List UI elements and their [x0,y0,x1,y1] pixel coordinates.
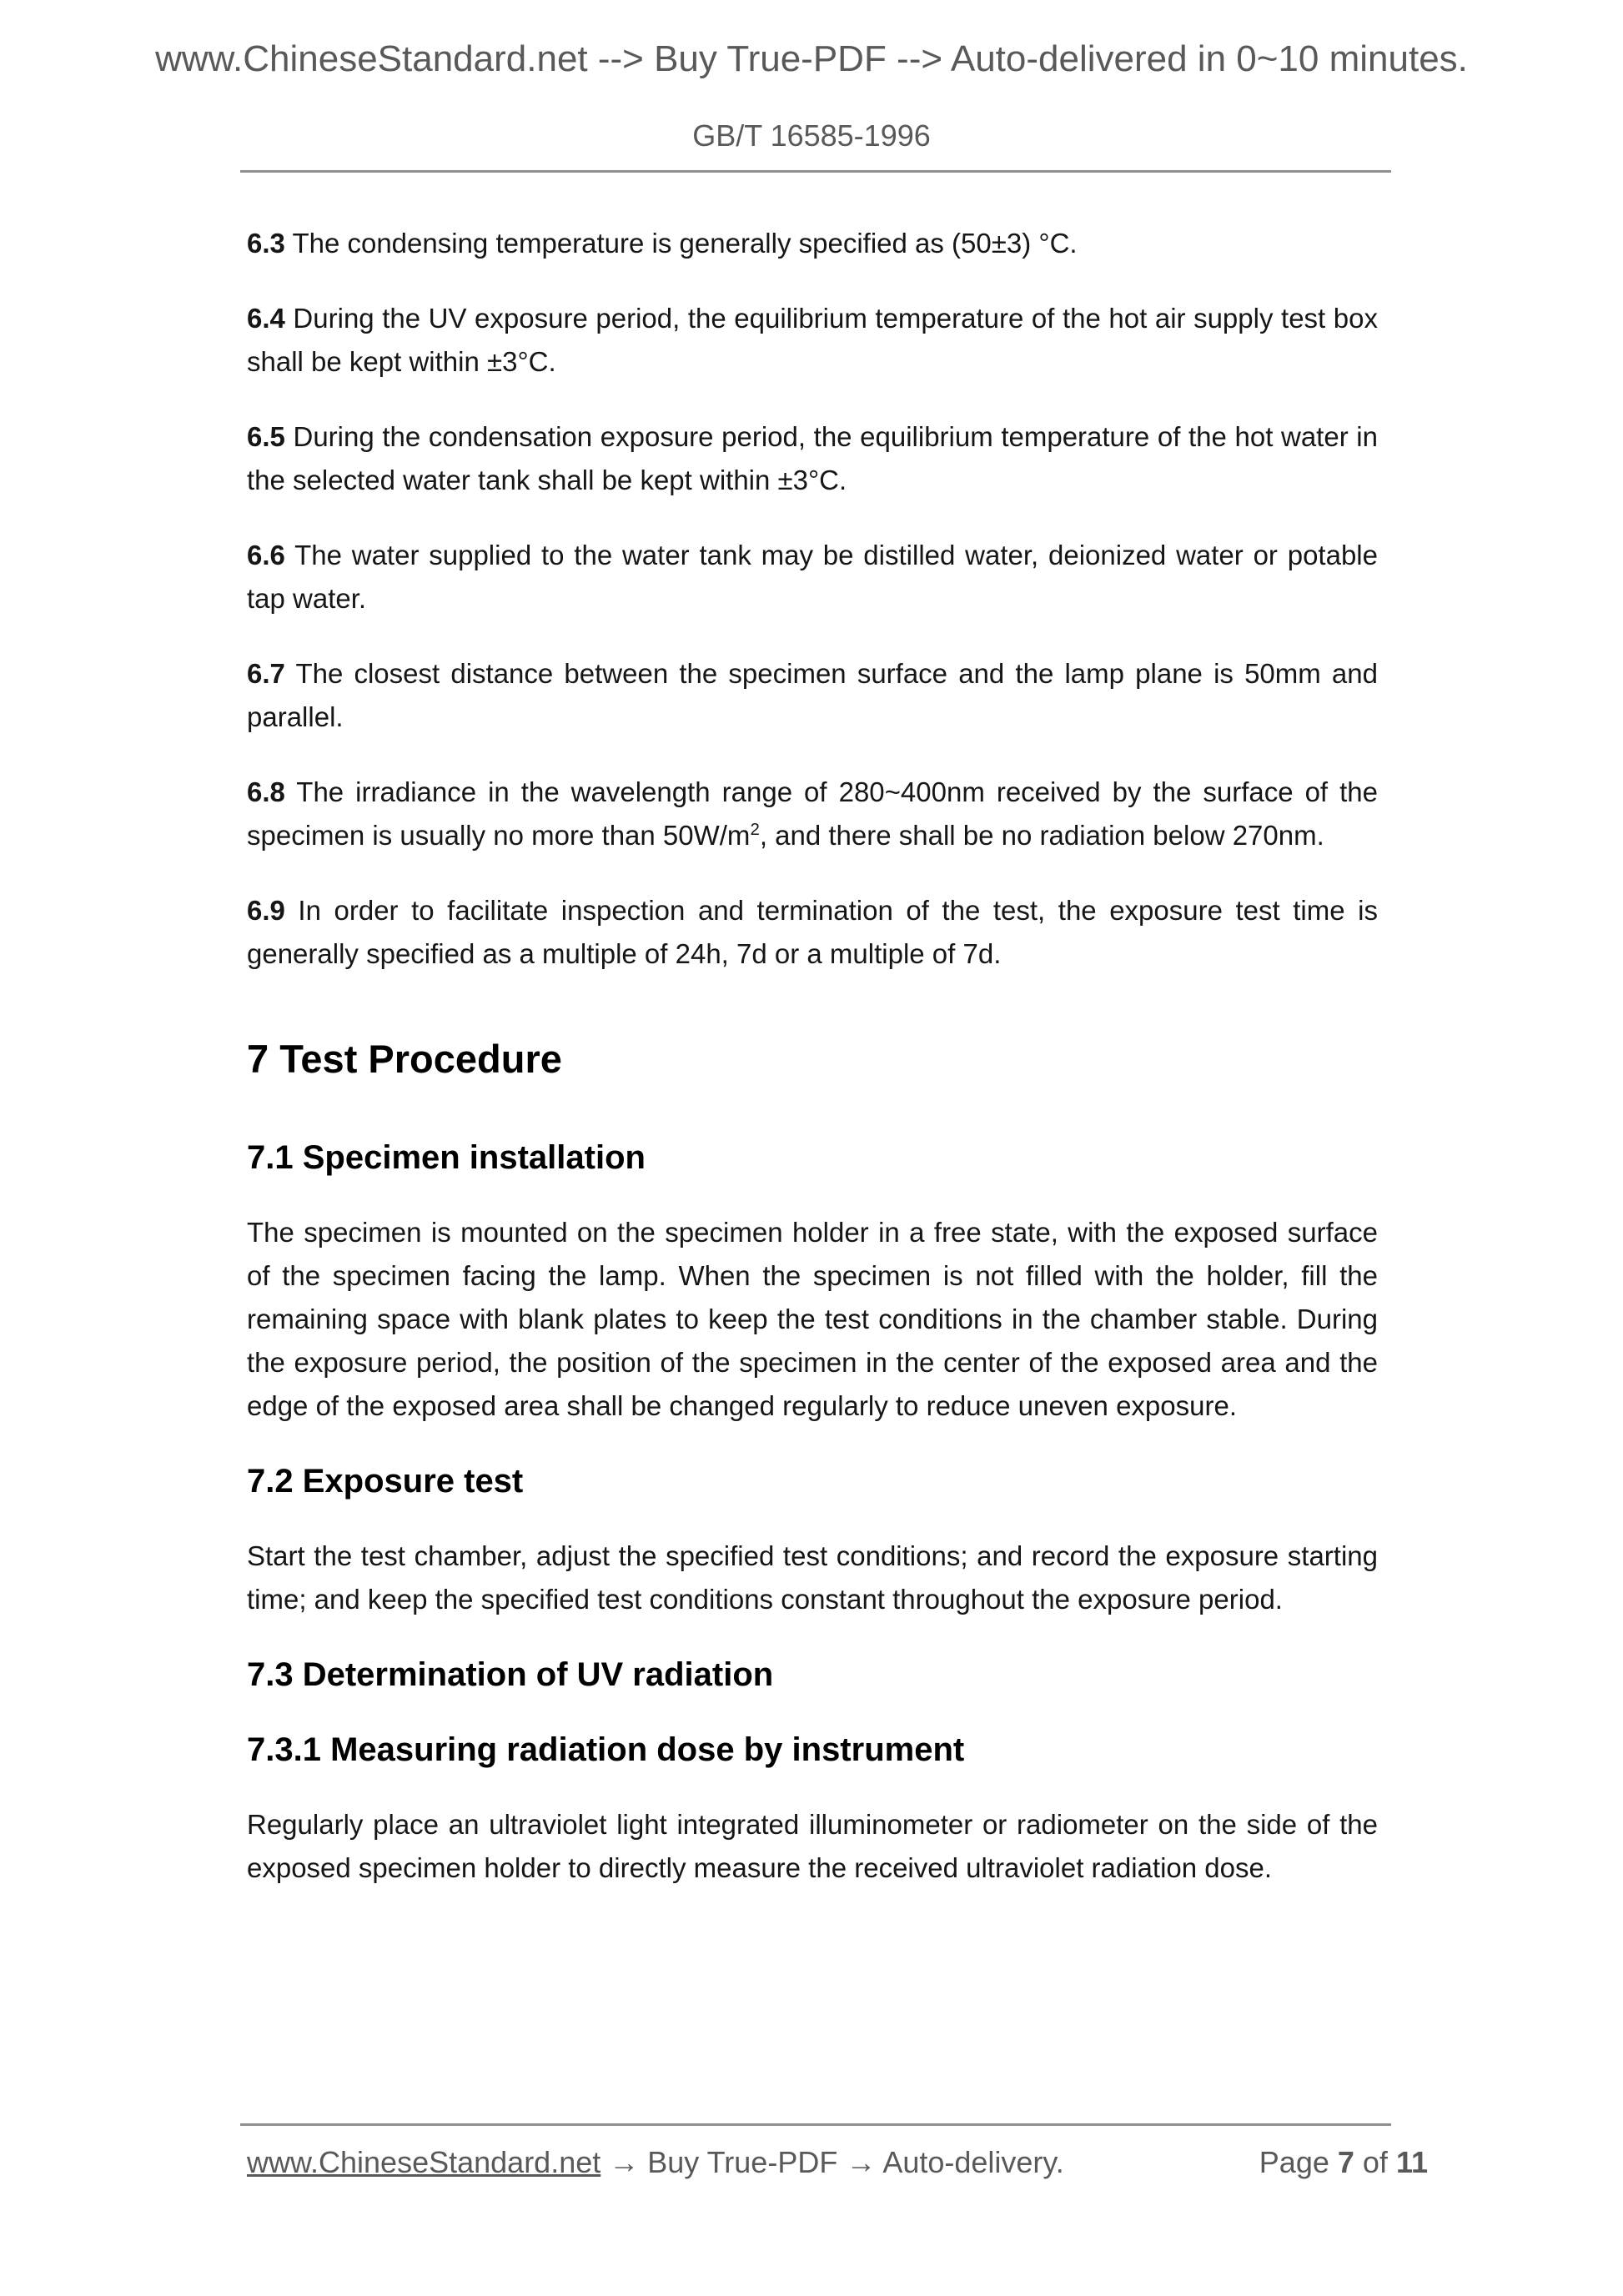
section-7-2-heading: 7.2 Exposure test [247,1463,524,1500]
section-7-1-paragraph: The specimen is mounted on the specimen holder in a free state, with the exposed surface of the specimen facing the lamp. When the specimen is not filled with the holder, fill the remaining space with blank plates to keep the test conditions in the chamber stable. During the exposure period, the position of the specimen in the center of the exposed area and the edge of the exposed area shall be changed regularly to reduce uneven exposure. [247,1217,1378,1421]
footer-site-link[interactable]: www.ChineseStandard.net [247,2145,601,2179]
section-6-3 [247,222,1378,265]
section-text: The irradiance in the wavelength range of 280~400nm received by the surface of the specimen is usually no more than 50W/m [247,776,1378,851]
section-7-1-heading: 7.1 Specimen installation [247,1139,646,1176]
of-label: of [1354,2145,1396,2179]
section-6-5 [247,415,1378,502]
section-text: The condensing temperature is generally specified as (50±3) °C. [284,228,1078,259]
section-number: 6.4 [247,303,285,334]
section-6-6 [247,534,1378,620]
section-text: During the UV exposure period, the equilibrium temperature of the hot air supply test box shall be kept within ±3°C. [247,303,1378,377]
page-total: 11 [1395,2145,1428,2179]
chapter-7-heading: 7 Test Procedure [247,1037,562,1081]
section-number: 6.5 [247,421,285,452]
section-text: In order to facilitate inspection and termination of the test, the exposure test time is generally specified as a multiple of 24h, 7d or a multiple of 7d. [247,895,1378,969]
section-text: , and there shall be no radiation below 270nm. [759,820,1324,851]
section-text: The water supplied to the water tank may be distilled water, deionized water or potable tap water. [247,540,1378,614]
document-code: GB/T 16585-1996 [692,118,931,153]
section-number: 6.3 [247,228,285,259]
section-7-3-heading: 7.3 Determination of UV radiation [247,1656,774,1693]
section-6-9 [247,889,1378,976]
section-number: 6.9 [247,895,285,926]
header-divider [240,170,1391,173]
section-7-3-1-heading: 7.3.1 Measuring radiation dose by instrument [247,1731,965,1768]
page-number: 7 [1337,2145,1354,2179]
section-7-2-paragraph: Start the test chamber, adjust the specified test conditions; and record the exposure starting time; and keep the specified test conditions constant throughout the exposure period. [247,1540,1378,1615]
superscript: 2 [750,820,760,839]
section-text: During the condensation exposure period, the equilibrium temperature of the hot water in the selected water tank shall be kept within ±3°C. [247,421,1378,495]
section-6-8 [247,771,1378,857]
section-7-3-1-paragraph: Regularly place an ultraviolet light integrated illuminometer or radiometer on the side of the exposed specimen holder to directly measure the received ultraviolet radiation dose. [247,1809,1378,1883]
footer-divider [240,2123,1391,2126]
footer-tagline-text: → Buy True-PDF → Auto-delivery. [600,2145,1064,2179]
section-number: 6.6 [247,540,285,570]
page-label: Page [1259,2145,1329,2179]
section-number: 6.8 [247,776,285,807]
document-body [247,222,1378,1922]
section-6-7 [247,652,1378,739]
section-6-4 [247,297,1378,384]
section-number: 6.7 [247,658,285,689]
section-text: The closest distance between the specimen surface and the lamp plane is 50mm and parallel. [247,658,1378,732]
page-indicator [1259,2145,1428,2180]
header-banner: www.ChineseStandard.net --> Buy True-PDF --> Auto-delivered in 0~10 minutes. [155,38,1468,79]
footer-tagline [247,2145,1064,2180]
